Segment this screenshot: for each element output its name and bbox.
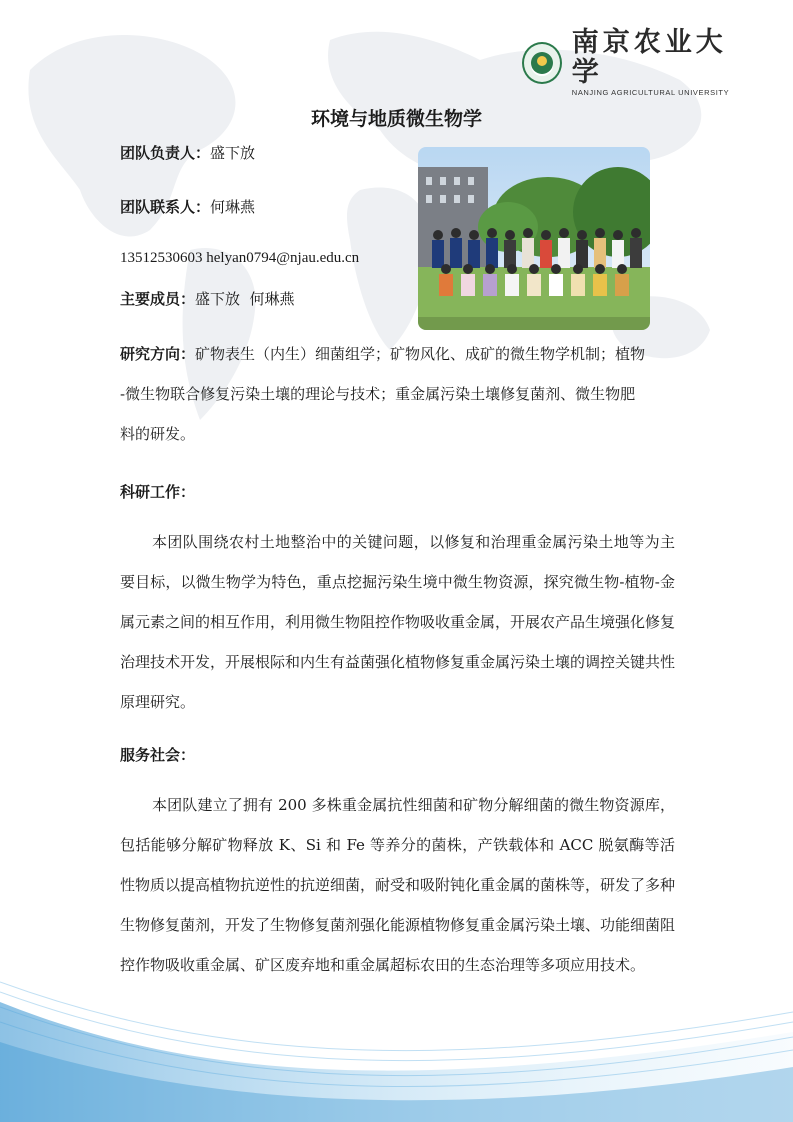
team-photo [418, 147, 650, 330]
main-members-label: 主要成员： [120, 290, 196, 308]
university-seal-icon [522, 42, 562, 84]
research-direction-label: 研究方向： [120, 345, 196, 363]
team-leader-value: 盛下放 [210, 144, 256, 162]
team-contact-label: 团队联系人： [120, 198, 211, 216]
university-name-en: NANJING AGRICULTURAL UNIVERSITY [571, 88, 730, 97]
research-line-2: -微生物联合修复污染土壤的理论与技术；重金属污染土壤修复菌剂、微生物肥 [120, 385, 636, 403]
university-name-cn: 南京农业大学 [571, 27, 727, 88]
research-line-3: 料的研发。 [120, 425, 196, 443]
main-members-value: 盛下放 何琳燕 [195, 290, 295, 308]
contact-phone-email: 13512530603 helyan0794@njau.edu.cn [120, 250, 360, 266]
team-leader-label: 团队负责人： [120, 144, 211, 162]
social-service-heading: 服务社会： [120, 746, 196, 764]
university-logo [522, 27, 747, 97]
team-contact [120, 197, 255, 217]
research-work-heading: 科研工作： [120, 483, 196, 501]
research-work-text: 本团队围绕农村土地整治中的关键问题，以修复和治理重金属污染土地等为主要目标，以微生物学为特色，重点挖掘污染生境中微生物资源，探究微生物-植物-金属元素之间的相互作用，利用微生物阻控作物吸收重金属，开展农产品生境强化修复治理技术开发，开展根际和内生有益菌强化植物修复重金属污染土壤的调控关键共性原理研究。 [120, 533, 676, 711]
team-leader [120, 143, 255, 163]
social-service-text: 本团队建立了拥有 200 多株重金属抗性细菌和矿物分解细菌的微生物资源库，包括能够分解矿物释放 K、Si 和 Fe 等养分的菌株，产铁载体和 ACC 脱氨酶等活性物质以提高植物抗逆性的抗逆细菌，耐受和吸附钝化重金属的菌株等，研发了多种生物修复菌剂，开发了生物修复菌剂强化能源植物修复重金属污染土壤、功能细菌阻控作物吸收重金属、矿区废弃地和重金属超标农田的生态治理等多项应用技术。 [120, 796, 676, 974]
team-contact-value: 何琳燕 [210, 198, 256, 216]
page-title: 环境与地质微生物学 [310, 108, 482, 130]
main-members [120, 289, 295, 309]
research-direction [120, 334, 675, 454]
research-line-1: 矿物表生（内生）细菌组学；矿物风化、成矿的微生物学机制；植物 [195, 345, 646, 363]
